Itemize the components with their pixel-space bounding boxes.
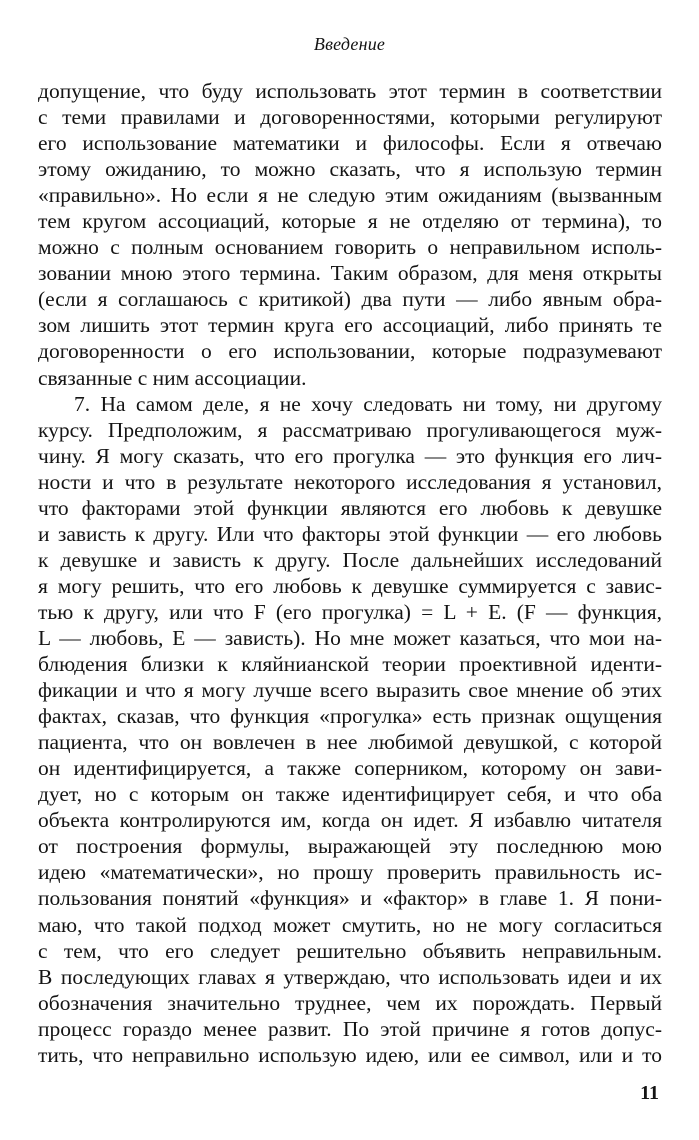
text-line: идею «математически», но прошу проверить правильность ис- (38, 860, 662, 885)
text-line: блюдения близки к кляйнианской теории проективной иденти- (38, 652, 662, 677)
text-line: фактах, сказав, что функция «прогулка» есть признак ощущения (38, 704, 662, 729)
paragraph (38, 78, 662, 391)
text-line: обозначения значительно труднее, чем их порождать. Первый (38, 990, 662, 1015)
text-line: к девушке и зависть к другу. После дальнейших исследований (38, 547, 662, 572)
text-line: что факторами этой функции являются его любовь к девушке (38, 495, 662, 520)
page-number: 11 (640, 1082, 659, 1104)
text-line: я могу решить, что его любовь к девушке суммируется с завис- (38, 573, 662, 598)
text-line: курсу. Предположим, я рассматриваю прогуливающегося муж- (38, 417, 662, 442)
text-line: этому ожиданию, то можно сказать, что я использую термин (38, 157, 662, 182)
text-line: дует, но с которым он также идентифицирует себя, и что оба (38, 782, 662, 807)
text-line: (если я соглашаюсь с критикой) два пути — либо явным обра- (38, 287, 662, 312)
text-line: его использование математики и философы. Если я отвечаю (38, 131, 662, 156)
text-line: и зависть к другу. Или что факторы этой функции — его любовь (38, 521, 662, 546)
body-text (38, 78, 662, 1068)
text-line: объекта контролируются им, когда он идет. Я избавлю читателя (38, 808, 662, 833)
text-line: пользования понятий «функция» и «фактор» в главе 1. Я пони- (38, 886, 662, 911)
text-line: зом лишить этот термин круга его ассоциаций, либо принять те (38, 313, 662, 338)
text-line: тью к другу, или что F (его прогулка) = L + E. (F — функция, (38, 599, 662, 624)
text-line: «правильно». Но если я не следую этим ожиданиям (вызванным (38, 183, 662, 208)
text-line: ности и что в результате некоторого исследования я установил, (38, 469, 662, 494)
text-line: пациента, что он вовлечен в нее любимой девушкой, с которой (38, 730, 662, 755)
text-line: чину. Я могу сказать, что его прогулка — это функция его лич- (38, 443, 662, 468)
paragraph (38, 391, 662, 1068)
text-line: договоренности о его использовании, которые подразумевают (38, 339, 662, 364)
text-line: можно с полным основанием говорить о неправильном исполь- (38, 235, 662, 260)
text-line: В последующих главах я утверждаю, что использовать идеи и их (38, 964, 662, 989)
text-line: тем кругом ассоциаций, которые я не отделяю от термина), то (38, 209, 662, 234)
text-line: тить, что неправильно использую идею, или ее символ, или и то (38, 1042, 662, 1067)
text-line: зовании мною этого термина. Таким образом, для меня открыты (38, 261, 662, 286)
text-line: связанные с ним ассоциации. (38, 365, 307, 390)
running-head: Введение (313, 34, 386, 54)
text-line: фикации и что я могу лучше всего выразить свое мнение об этих (38, 678, 662, 703)
text-line: он идентифицируется, а также соперником, которому он зави- (38, 756, 662, 781)
text-line: от построения формулы, выражающей эту последнюю мою (38, 834, 662, 859)
text-line: L — любовь, E — зависть). Но мне может казаться, что мои на- (38, 625, 662, 650)
text-line: с теми правилами и договоренностями, которыми регулируют (38, 105, 662, 130)
text-line: с тем, что его следует решительно объявить неправильным. (38, 938, 662, 963)
text-line: 7. На самом деле, я не хочу следовать ни тому, ни другому (74, 391, 662, 416)
text-line: маю, что такой подход может смутить, но не могу согласиться (38, 912, 662, 937)
text-line: процесс гораздо менее развит. По этой причине я готов допус- (38, 1016, 662, 1041)
text-line: допущение, что буду использовать этот термин в соответствии (38, 79, 662, 103)
